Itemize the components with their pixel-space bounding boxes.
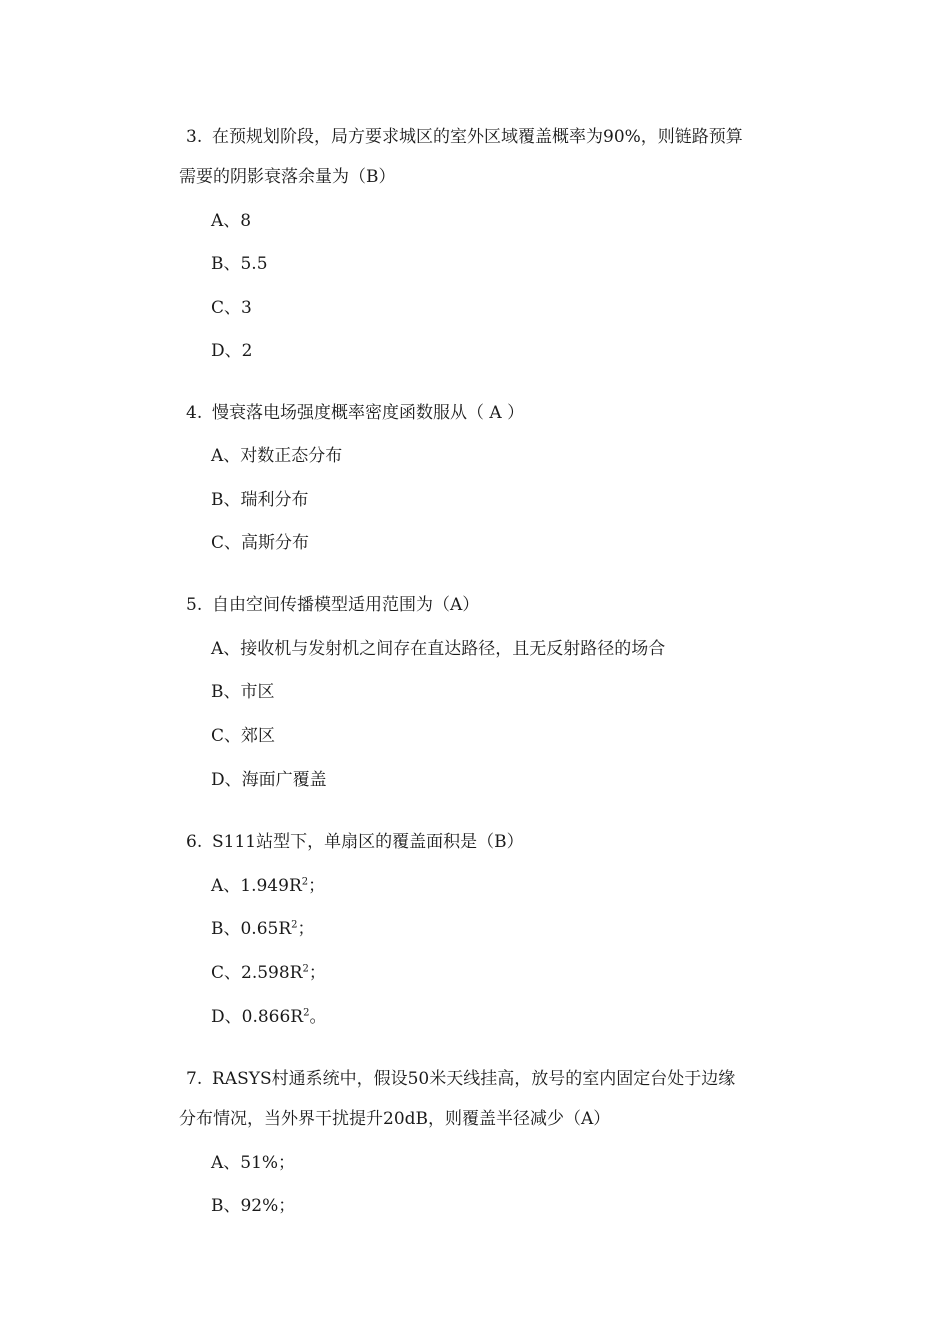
question-number: 7. xyxy=(186,1069,203,1089)
superscript: 2 xyxy=(302,963,309,975)
option-text: C、2.598R xyxy=(211,963,303,983)
question-3-option-b: B、5.5 xyxy=(211,254,268,274)
question-number: 4. xyxy=(186,403,203,423)
question-6 xyxy=(186,831,524,853)
option-punct: ； xyxy=(297,919,315,939)
question-3-option-a: A、8 xyxy=(211,211,252,231)
question-text: 在预规划阶段，局方要求城区的室外区域覆盖概率为90%，则链路预算 xyxy=(212,127,743,147)
question-number: 5. xyxy=(186,595,203,615)
question-4-option-a: A、对数正态分布 xyxy=(211,446,343,466)
question-6-option-d xyxy=(211,1006,326,1028)
question-text: 慢衰落电场强度概率密度函数服从（ A ） xyxy=(212,403,525,423)
question-4-option-c: C、高斯分布 xyxy=(211,533,310,553)
question-7 xyxy=(186,1068,735,1090)
question-text: RASYS村通系统中，假设50米天线挂高，放号的室内固定台处于边缘 xyxy=(212,1069,736,1089)
question-6-option-b xyxy=(211,918,315,940)
question-7-continuation: 分布情况，当外界干扰提升20dB，则覆盖半径减少（A） xyxy=(179,1109,611,1129)
question-3-option-d: D、2 xyxy=(211,341,253,361)
question-6-option-a xyxy=(211,875,325,897)
question-3 xyxy=(186,126,743,148)
option-punct: ； xyxy=(308,963,326,983)
question-4 xyxy=(186,402,524,424)
question-5-option-d: D、海面广覆盖 xyxy=(211,770,327,790)
question-number: 6. xyxy=(186,832,203,852)
question-3-option-c: C、3 xyxy=(211,298,252,318)
superscript: 2 xyxy=(291,919,298,931)
question-5 xyxy=(186,594,479,616)
question-3-continuation: 需要的阴影衰落余量为（B） xyxy=(179,167,396,187)
question-5-option-a: A、接收机与发射机之间存在直达路径，且无反射路径的场合 xyxy=(211,639,666,659)
question-4-option-b: B、瑞利分布 xyxy=(211,490,309,510)
question-text: S111站型下，单扇区的覆盖面积是（B） xyxy=(212,832,524,852)
option-punct: 。 xyxy=(309,1007,327,1027)
question-6-option-c xyxy=(211,962,326,984)
option-text: B、0.65R xyxy=(211,919,292,939)
question-number: 3. xyxy=(186,127,203,147)
superscript: 2 xyxy=(301,876,309,888)
question-7-option-a: A、51%； xyxy=(211,1153,296,1173)
option-text: A、1.949R xyxy=(211,876,302,896)
question-5-option-c: C、郊区 xyxy=(211,726,276,746)
option-text: D、0.866R xyxy=(211,1007,304,1027)
option-punct: ； xyxy=(308,876,326,896)
question-7-option-b: B、92%； xyxy=(211,1196,296,1216)
question-5-option-b: B、市区 xyxy=(211,682,275,702)
question-text: 自由空间传播模型适用范围为（A） xyxy=(212,595,480,615)
superscript: 2 xyxy=(303,1007,310,1019)
